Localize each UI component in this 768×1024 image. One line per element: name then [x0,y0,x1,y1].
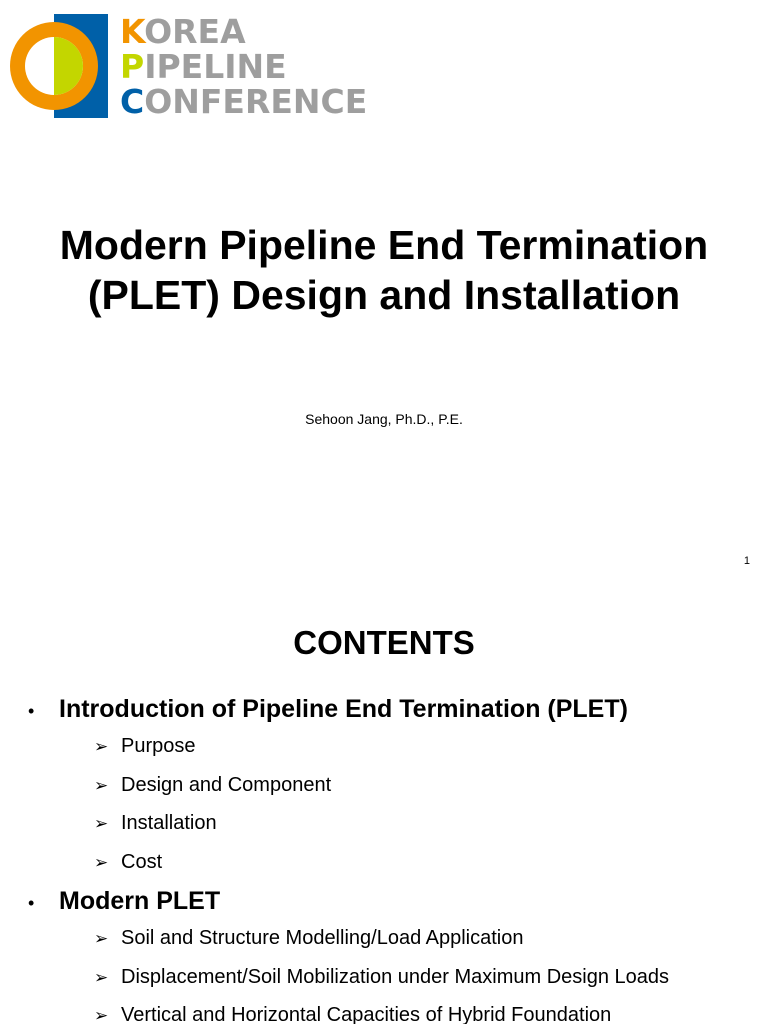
list-item [94,958,758,997]
logo-rest-onference: ONFERENCE [144,82,368,121]
presentation-title [0,220,768,320]
logo-mark-icon [10,14,108,118]
author-name: Sehoon Jang, Ph.D., P.E. [305,411,463,427]
arrow-bullet-icon: ➢ [94,929,109,949]
list-item-label: Vertical and Horizontal Capacities of Hybrid Foundation [121,1004,612,1024]
section-heading [28,691,758,727]
logo-line-pipeline [120,49,367,84]
list-item-label: Installation [121,812,217,834]
logo-rest-orea: OREA [144,12,246,51]
logo-initial-k: K [120,12,145,51]
section-heading [28,883,758,919]
list-item-label: Displacement/Soil Mobilization under Maximum Design Loads [121,965,670,988]
sub-list [28,727,758,883]
arrow-bullet-icon: ➢ [94,814,109,834]
logo-rest-ipeline: IPELINE [144,47,287,86]
arrow-bullet-icon: ➢ [94,852,109,873]
title-line-2: (PLET) Design and Installation [87,272,681,318]
list-item-label: Design and Component [121,773,332,796]
arrow-bullet-icon: ➢ [94,967,109,988]
arrow-bullet-icon: ➢ [94,1006,109,1024]
logo-line-conference [120,84,367,119]
list-item [94,919,758,958]
list-item [94,804,758,843]
list-item-label: Purpose [121,735,196,757]
bullet-icon: • [28,893,35,913]
toc-section-modern-plet [28,883,758,1024]
logo-line-korea [120,14,367,49]
korea-pipeline-conference-logo [10,12,368,121]
page-number: 1 [743,555,750,567]
bullet-icon: • [28,701,35,721]
arrow-bullet-icon: ➢ [94,775,109,796]
list-item [94,766,758,805]
logo-wordmark [120,14,367,119]
list-item [94,996,758,1024]
list-item [94,843,758,882]
list-item [94,727,758,766]
logo-initial-c: C [120,82,145,121]
title-line-1: Modern Pipeline End Termination [59,222,709,268]
logo-initial-p: P [120,47,145,86]
contents-heading: CONTENTS [293,624,475,661]
section-title: Modern PLET [59,887,221,915]
list-item-label: Cost [121,850,163,873]
sub-list [28,919,758,1024]
toc-section-introduction [28,691,758,883]
arrow-bullet-icon: ➢ [94,737,109,757]
section-title: Introduction of Pipeline End Termination (PLET) [59,695,628,723]
list-item-label: Soil and Structure Modelling/Load Application [121,927,524,949]
contents-slide [0,578,768,1024]
table-of-contents [28,691,758,1024]
